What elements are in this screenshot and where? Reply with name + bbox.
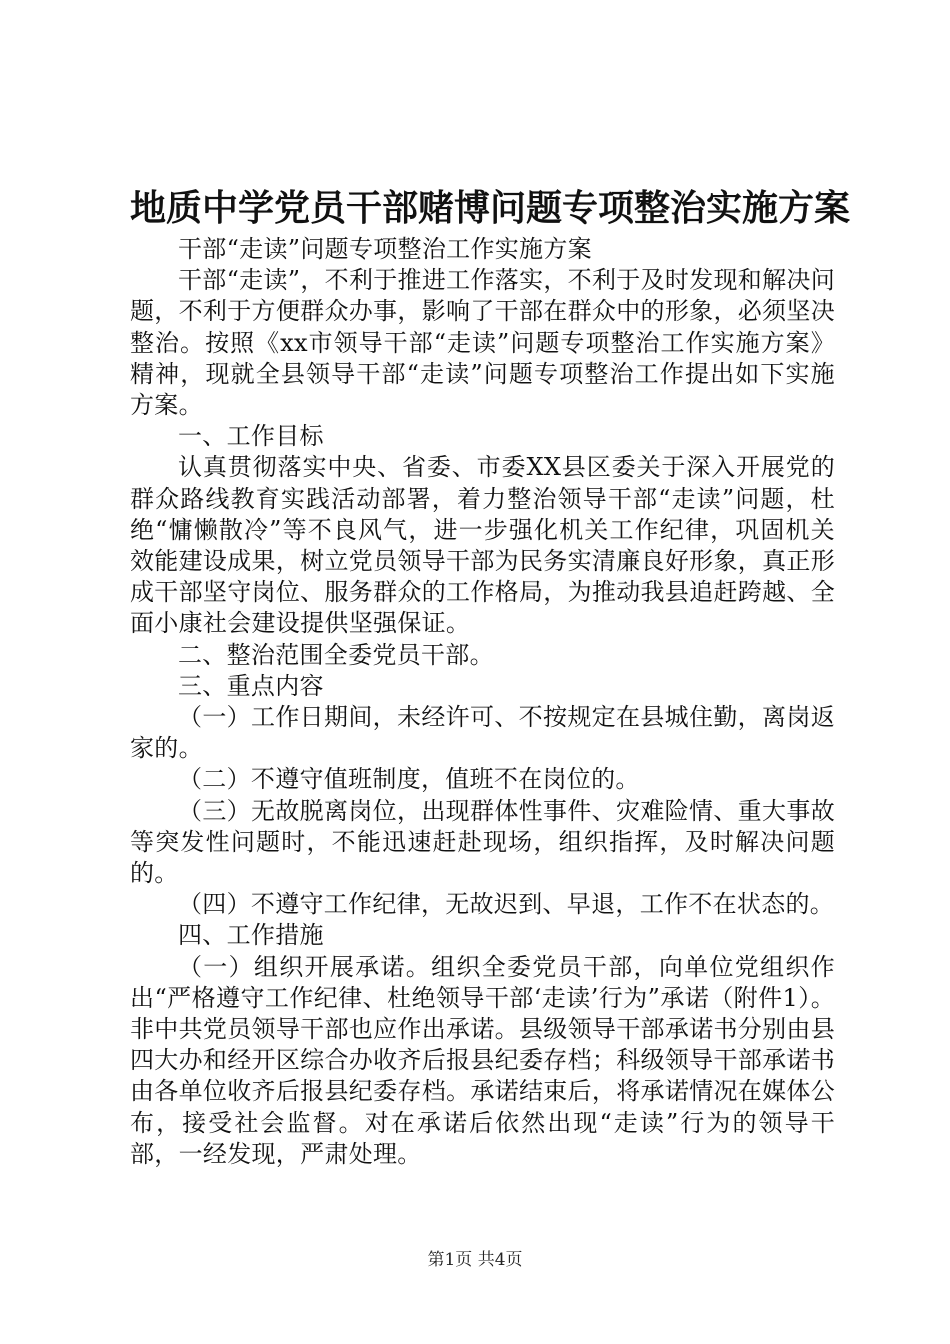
key-content-item-1: （一）工作日期间，未经许可、不按规定在县城住勤，离岗返家的。 <box>130 703 835 763</box>
measures-item-1: （一）组织开展承诺。组织全委党员干部，向单位党组织作出“严格遵守工作纪律、杜绝领导干部‘走读’行为”承诺（附件1）。非中共党员领导干部也应作出承诺。县级领导干部承诺书分别由县四大办和经开区综合办收齐后报县纪委存档；科级领导干部承诺书由各单位收齐后报县纪委存档。承诺结束后，将承诺情况在媒体公布，接受社会监督。对在承诺后依然出现“走读”行为的领导干部，一经发现，严肃处理。 <box>130 952 835 1168</box>
key-content-item-3: （三）无故脱离岗位，出现群体性事件、灾难险情、重大事故等突发性问题时，不能迅速赶赴现场，组织指挥，及时解决问题的。 <box>130 796 835 888</box>
document-title: 地质中学党员干部赌博问题专项整治实施方案 <box>130 188 851 229</box>
subtitle-paragraph: 干部“走读”问题专项整治工作实施方案 <box>178 235 592 263</box>
section-heading-key-content: 三、重点内容 <box>178 671 324 700</box>
key-content-item-2: （二）不遵守值班制度，值班不在岗位的。 <box>178 765 640 794</box>
intro-paragraph: 干部“走读”，不利于推进工作落实，不利于及时发现和解决问题，不利于方便群众办事，影响了干部在群众中的形象，必须坚决整治。按照《xx市领导干部“走读”问题专项整治工作实施方案》精神，现就全县领导干部“走读”问题专项整治工作提出如下实施方案。 <box>130 266 835 420</box>
document-page <box>130 186 851 1170</box>
page-footer: 第1页 共4页 <box>427 1250 523 1270</box>
goals-paragraph: 认真贯彻落实中央、省委、市委XX县区委关于深入开展党的群众路线教育实践活动部署，着力整治领导干部“走读”问题，杜绝“慵懒散冷”等不良风气，进一步强化机关工作纪律，巩固机关效能建设成果，树立党员领导干部为民务实清廉良好形象，真正形成干部坚守岗位、服务群众的工作格局，为推动我县追赶跨越、全面小康社会建设提供坚强保证。 <box>130 453 835 638</box>
section-heading-scope: 二、整治范围全委党员干部。 <box>178 640 494 669</box>
key-content-item-4: （四）不遵守工作纪律，无故迟到、早退，工作不在状态的。 <box>178 890 835 919</box>
section-heading-goals: 一、工作目标 <box>178 422 324 451</box>
section-heading-measures: 四、工作措施 <box>178 921 324 950</box>
